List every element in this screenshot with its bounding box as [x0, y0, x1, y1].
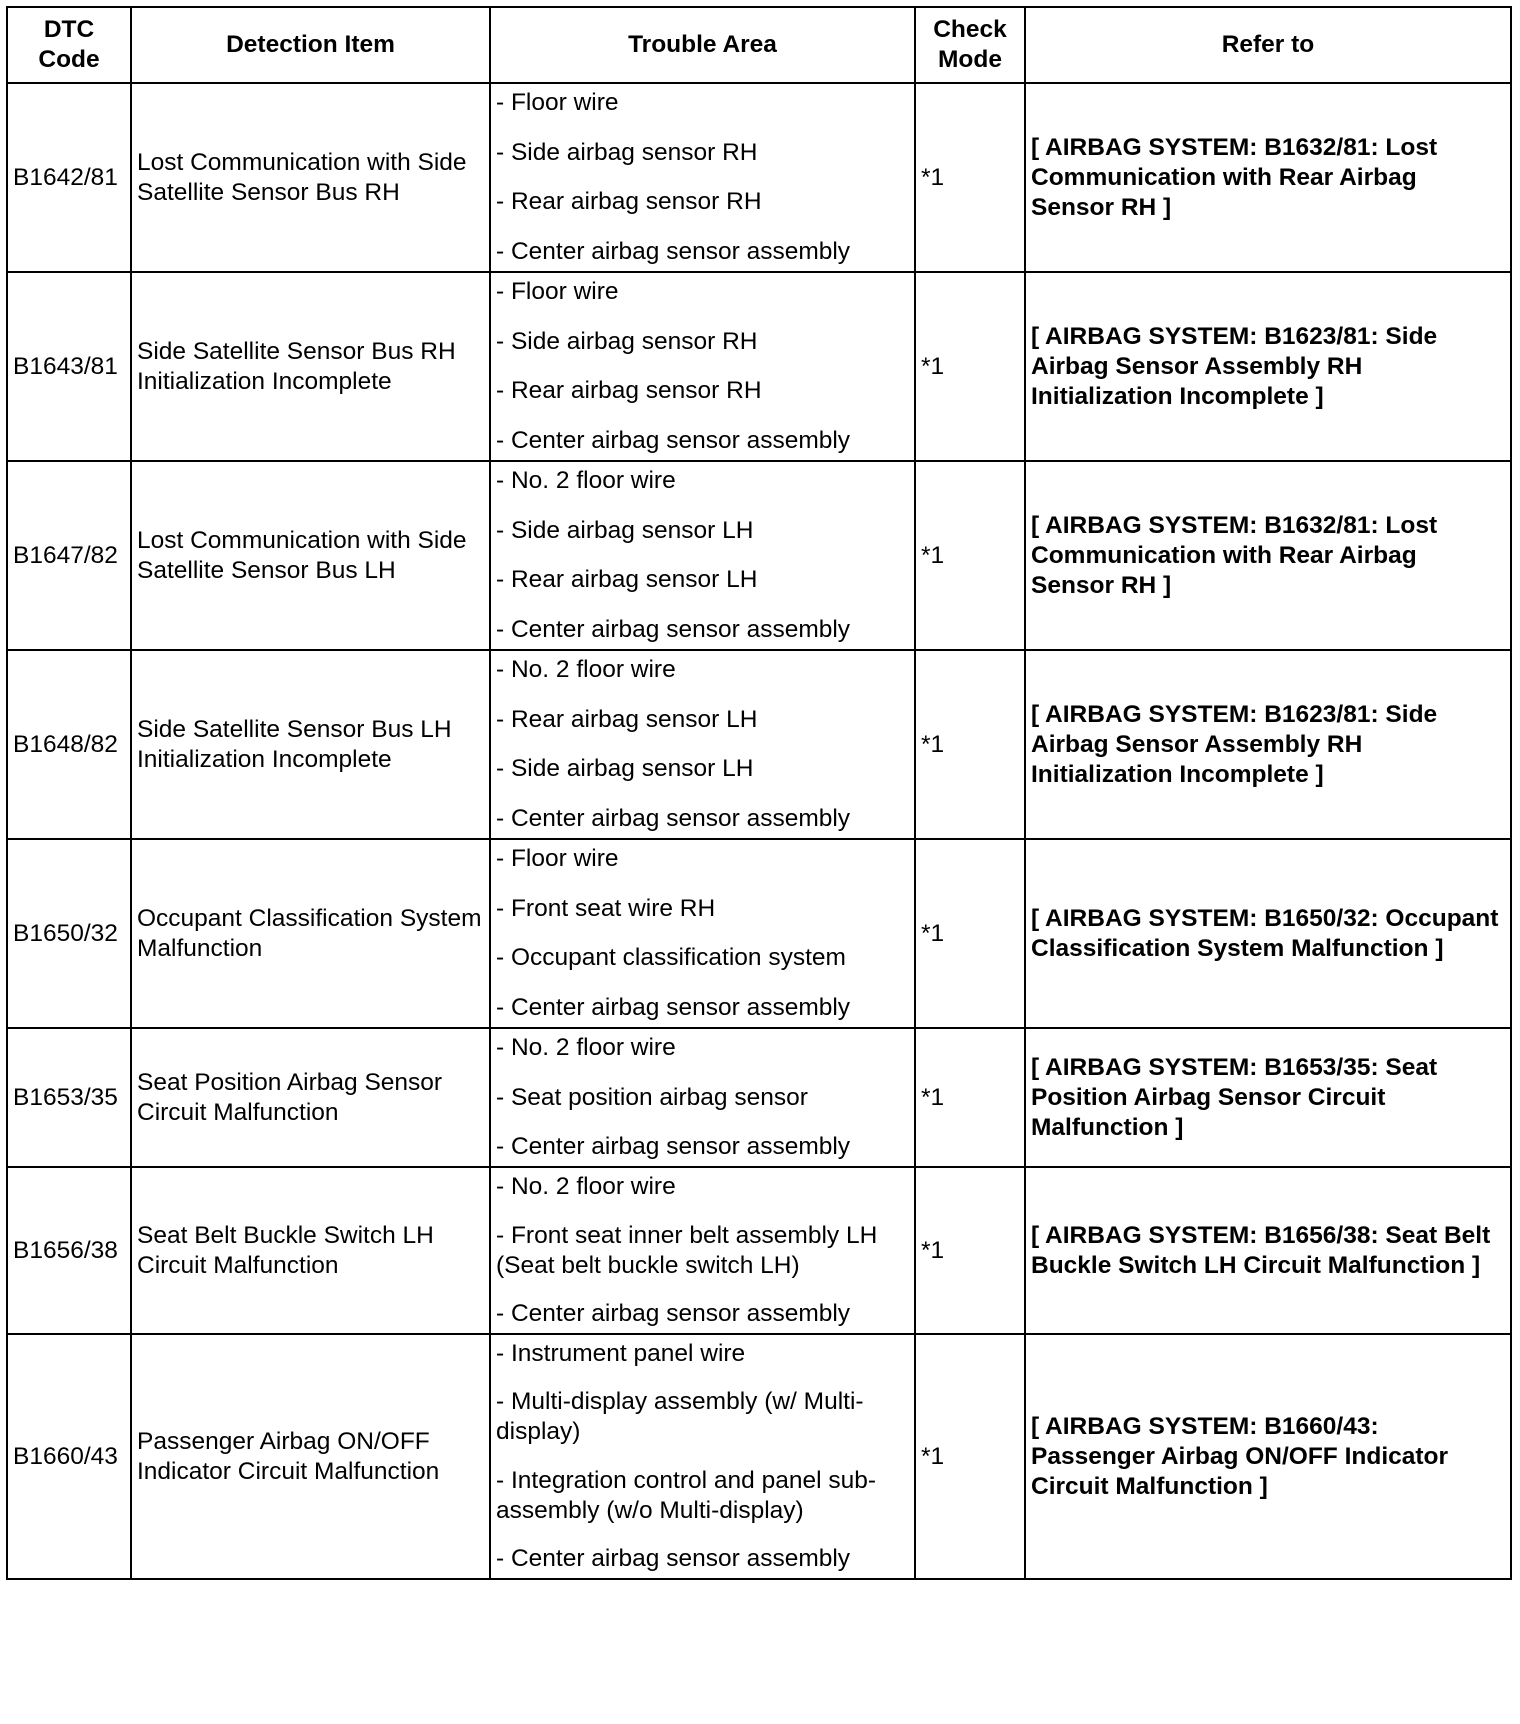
header-refer-to: Refer to: [1025, 7, 1511, 83]
trouble-area-item: - Multi-display assembly (w/ Multi-display): [496, 1388, 864, 1446]
check-mode-cell: *1: [915, 1028, 1025, 1167]
trouble-area-cell: [490, 1028, 915, 1167]
trouble-area-item: - Seat position airbag sensor: [496, 1083, 808, 1111]
trouble-area-item: - Front seat inner belt assembly LH (Seat belt buckle switch LH): [496, 1221, 878, 1279]
trouble-area-list: [496, 277, 909, 456]
trouble-area-cell: [490, 272, 915, 461]
trouble-area-item: - No. 2 floor wire: [496, 467, 676, 494]
dtc-code-cell: B1642/81: [7, 83, 131, 272]
dtc-code-cell: B1647/82: [7, 461, 131, 650]
table-row: [7, 839, 1511, 1028]
dtc-code-cell: B1650/32: [7, 839, 131, 1028]
header-check-mode: [915, 7, 1025, 83]
trouble-area-cell: [490, 839, 915, 1028]
dtc-code-cell: B1648/82: [7, 650, 131, 839]
trouble-area-item: - Side airbag sensor LH: [496, 755, 754, 783]
trouble-area-list: [496, 655, 909, 834]
check-mode-cell: *1: [915, 1167, 1025, 1334]
check-mode-cell: *1: [915, 461, 1025, 650]
dtc-code-cell: B1643/81: [7, 272, 131, 461]
table-row: [7, 272, 1511, 461]
trouble-area-item: - Center airbag sensor assembly: [496, 804, 851, 832]
header-row: [7, 7, 1511, 83]
trouble-area-item: - No. 2 floor wire: [496, 1034, 676, 1061]
refer-to-link[interactable]: [ AIRBAG SYSTEM: B1660/43: Passenger Airbag ON/OFF Indicator Circuit Malfunction ]: [1025, 1334, 1511, 1579]
trouble-area-item: - No. 2 floor wire: [496, 1173, 676, 1200]
header-trouble-area: Trouble Area: [490, 7, 915, 83]
trouble-area-item: - Rear airbag sensor RH: [496, 377, 762, 405]
table-row: [7, 650, 1511, 839]
trouble-area-item: - Center airbag sensor assembly: [496, 993, 851, 1021]
table-row: [7, 83, 1511, 272]
detection-item-cell: Seat Position Airbag Sensor Circuit Malfunction: [131, 1028, 490, 1167]
refer-to-link[interactable]: [ AIRBAG SYSTEM: B1656/38: Seat Belt Buckle Switch LH Circuit Malfunction ]: [1025, 1167, 1511, 1334]
trouble-area-item: - Floor wire: [496, 89, 619, 116]
header-check-mode-text: Check Mode: [933, 16, 1007, 73]
trouble-area-list: [496, 1172, 909, 1329]
trouble-area-item: - Center airbag sensor assembly: [496, 615, 851, 643]
table-row: [7, 1028, 1511, 1167]
trouble-area-item: - Front seat wire RH: [496, 894, 716, 922]
dtc-code-cell: B1653/35: [7, 1028, 131, 1167]
detection-item-cell: Side Satellite Sensor Bus RH Initialization Incomplete: [131, 272, 490, 461]
header-detection-item: Detection Item: [131, 7, 490, 83]
trouble-area-item: - Center airbag sensor assembly: [496, 426, 851, 454]
trouble-area-item: - Center airbag sensor assembly: [496, 1133, 851, 1160]
dtc-table-body: [7, 83, 1511, 1579]
trouble-area-list: [496, 88, 909, 267]
refer-to-link[interactable]: [ AIRBAG SYSTEM: B1623/81: Side Airbag Sensor Assembly RH Initialization Incomplete ]: [1025, 272, 1511, 461]
trouble-area-list: [496, 1339, 909, 1574]
trouble-area-item: - No. 2 floor wire: [496, 656, 676, 683]
trouble-area-cell: [490, 1167, 915, 1334]
check-mode-cell: *1: [915, 83, 1025, 272]
header-dtc-code-text: DTC Code: [38, 16, 100, 73]
trouble-area-item: - Center airbag sensor assembly: [496, 237, 851, 265]
trouble-area-cell: [490, 83, 915, 272]
check-mode-cell: *1: [915, 650, 1025, 839]
trouble-area-item: - Side airbag sensor RH: [496, 138, 758, 166]
detection-item-cell: Lost Communication with Side Satellite Sensor Bus RH: [131, 83, 490, 272]
trouble-area-item: - Side airbag sensor RH: [496, 327, 758, 355]
trouble-area-item: - Instrument panel wire: [496, 1340, 746, 1367]
refer-to-link[interactable]: [ AIRBAG SYSTEM: B1653/35: Seat Position Airbag Sensor Circuit Malfunction ]: [1025, 1028, 1511, 1167]
trouble-area-cell: [490, 650, 915, 839]
refer-to-link[interactable]: [ AIRBAG SYSTEM: B1650/32: Occupant Classification System Malfunction ]: [1025, 839, 1511, 1028]
dtc-table: [6, 6, 1512, 1580]
detection-item-cell: Side Satellite Sensor Bus LH Initialization Incomplete: [131, 650, 490, 839]
header-dtc-code: [7, 7, 131, 83]
trouble-area-cell: [490, 1334, 915, 1579]
trouble-area-item: - Occupant classification system: [496, 944, 846, 972]
table-row: [7, 1334, 1511, 1579]
trouble-area-item: - Center airbag sensor assembly: [496, 1544, 851, 1572]
detection-item-cell: Lost Communication with Side Satellite Sensor Bus LH: [131, 461, 490, 650]
trouble-area-item: - Rear airbag sensor RH: [496, 188, 762, 216]
table-row: [7, 1167, 1511, 1334]
refer-to-link[interactable]: [ AIRBAG SYSTEM: B1632/81: Lost Communication with Rear Airbag Sensor RH ]: [1025, 461, 1511, 650]
refer-to-link[interactable]: [ AIRBAG SYSTEM: B1632/81: Lost Communication with Rear Airbag Sensor RH ]: [1025, 83, 1511, 272]
check-mode-cell: *1: [915, 839, 1025, 1028]
trouble-area-item: - Rear airbag sensor LH: [496, 705, 758, 733]
trouble-area-item: - Floor wire: [496, 278, 619, 305]
check-mode-cell: *1: [915, 1334, 1025, 1579]
trouble-area-list: [496, 1033, 909, 1162]
trouble-area-list: [496, 466, 909, 645]
trouble-area-cell: [490, 461, 915, 650]
detection-item-cell: Occupant Classification System Malfunction: [131, 839, 490, 1028]
trouble-area-item: - Rear airbag sensor LH: [496, 566, 758, 594]
detection-item-cell: Seat Belt Buckle Switch LH Circuit Malfunction: [131, 1167, 490, 1334]
dtc-code-cell: B1656/38: [7, 1167, 131, 1334]
dtc-code-cell: B1660/43: [7, 1334, 131, 1579]
detection-item-cell: Passenger Airbag ON/OFF Indicator Circuit Malfunction: [131, 1334, 490, 1579]
table-row: [7, 461, 1511, 650]
trouble-area-item: - Floor wire: [496, 845, 619, 872]
trouble-area-list: [496, 844, 909, 1023]
check-mode-cell: *1: [915, 272, 1025, 461]
trouble-area-item: - Side airbag sensor LH: [496, 516, 754, 544]
trouble-area-item: - Integration control and panel sub-assembly (w/o Multi-display): [496, 1466, 876, 1524]
refer-to-link[interactable]: [ AIRBAG SYSTEM: B1623/81: Side Airbag Sensor Assembly RH Initialization Incomplete ]: [1025, 650, 1511, 839]
trouble-area-item: - Center airbag sensor assembly: [496, 1300, 851, 1327]
